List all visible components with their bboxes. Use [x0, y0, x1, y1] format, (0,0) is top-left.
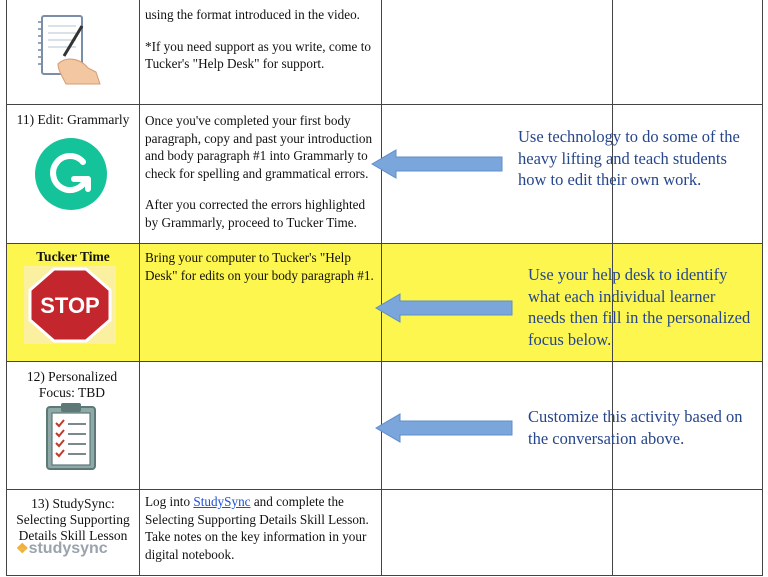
clipboard-checklist-icon	[44, 401, 98, 471]
row-personalized-focus-note: Customize this activity based on the conversation above.	[528, 407, 743, 448]
row-writing-support-text: *If you need support as you write, come to Tucker's "Help Desk" for support.	[145, 38, 371, 71]
studysync-link[interactable]: StudySync	[193, 494, 251, 509]
row-grammarly-label: 11) Edit: Grammarly	[16, 112, 130, 127]
notebook-writing-icon	[36, 12, 112, 88]
stop-sign-icon	[24, 266, 116, 344]
row-writing-text	[145, 6, 377, 73]
row-grammarly-note: Use technology to do some of the heavy lifting and teach students how to edit their own work.	[518, 127, 740, 189]
studysync-logo-text: studysync	[28, 540, 108, 557]
left-arrow-icon	[370, 148, 504, 180]
row-studysync-text-after: and complete the Selecting Supporting Details Skill Lesson. Take notes on the key information in your digital notebook.	[145, 494, 369, 562]
studysync-logo-icon: ❖studysync	[16, 540, 108, 557]
row-grammarly-text-1: Once you've completed your first body paragraph, copy and past your introduction and body paragraph #1 into Grammarly to check for spelling and grammatical errors.	[145, 113, 373, 181]
row-tucker-time-note: Use your help desk to identify what each individual learner needs then fill in the personalized focus below.	[528, 265, 751, 349]
grammarly-logo-icon	[34, 137, 108, 211]
stop-sign-text: STOP	[40, 293, 100, 318]
row-tucker-time-text	[145, 249, 377, 284]
left-arrow-icon	[374, 412, 514, 444]
row-grammarly-text	[145, 112, 377, 231]
row-tucker-time-text-1: Bring your computer to Tucker's "Help Desk" for edits on your body paragraph #1.	[145, 250, 374, 283]
row-writing-text-line: using the format introduced in the video.	[145, 7, 360, 22]
row-personalized-focus-label: 12) Personalized Focus: TBD	[26, 369, 118, 400]
row-studysync-label: 13) StudySync: Selecting Supporting Details Skill Lesson	[16, 496, 130, 543]
row-grammarly-text-2: After you corrected the errors highlighted by Grammarly, proceed to Tucker Time.	[145, 197, 366, 230]
row-studysync-text	[145, 493, 377, 563]
row-tucker-time-label: Tucker Time	[36, 249, 110, 264]
left-arrow-icon	[374, 292, 514, 324]
row-studysync-text-before: Log into	[145, 494, 194, 509]
